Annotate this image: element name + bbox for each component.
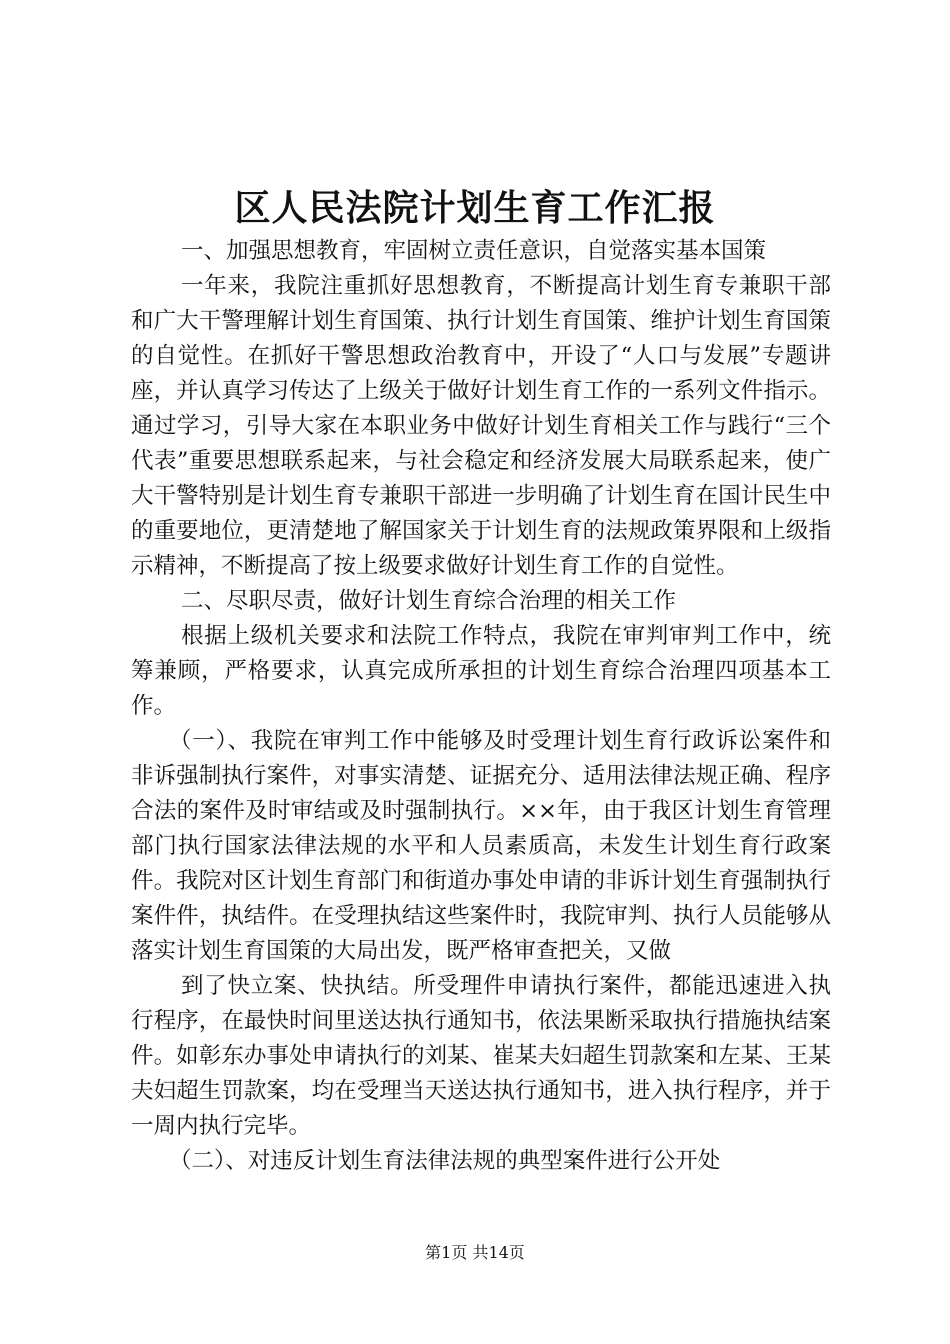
- subsection-2: （二）、对违反计划生育法律法规的典型案件进行公开处: [169, 1148, 721, 1174]
- paragraph-2: 根据上级机关要求和法院工作特点，我院在审判审判工作中，统筹兼顾，严格要求，认真完成所承担的计划生育综合治理四项基本工作。: [131, 623, 831, 719]
- document-body: [131, 234, 831, 1179]
- section-heading-2: 二、尽职尽责，做好计划生育综合治理的相关工作: [181, 588, 677, 614]
- document-title: 区人民法院计划生育工作汇报: [234, 188, 716, 229]
- section-heading-1: 一、加强思想教育，牢固树立责任意识，自觉落实基本国策: [181, 238, 767, 264]
- subsection-1: （一）、我院在审判工作中能够及时受理计划生育行政诉讼案件和非诉强制执行案件，对事实清楚、证据充分、适用法律法规正确、程序合法的案件及时审结或及时强制执行。××年，由于我区计划生育管理部门执行国家法律法规的水平和人员素质高，未发生计划生育行政案件。我院对区计划生育部门和街道办事处申请的非诉计划生育强制执行案件件，执结件。在受理执结这些案件时，我院审判、执行人员能够从落实计划生育国策的大局出发，既严格审查把关，又做: [131, 728, 831, 964]
- paragraph-3: 到了快立案、快执结。所受理件申请执行案件，都能迅速进入执行程序，在最快时间里送达执行通知书，依法果断采取执行措施执结案件。如彰东办事处申请执行的刘某、崔某夫妇超生罚款案和左某、王某夫妇超生罚款案，均在受理当天送达执行通知书，进入执行程序，并于一周内执行完毕。: [131, 973, 831, 1139]
- paragraph-1: 一年来，我院注重抓好思想教育，不断提高计划生育专兼职干部和广大干警理解计划生育国策、执行计划生育国策、维护计划生育国策的自觉性。在抓好干警思想政治教育中，开设了“人口与发展”专题讲座，并认真学习传达了上级关于做好计划生育工作的一系列文件指示。通过学习，引导大家在本职业务中做好计划生育相关工作与践行“三个代表”重要思想联系起来，与社会稳定和经济发展大局联系起来，使广大干警特别是计划生育专兼职干部进一步明确了计划生育在国计民生中的重要地位，更清楚地了解国家关于计划生育的法规政策界限和上级指示精神，不断提高了按上级要求做好计划生育工作的自觉性。: [131, 273, 831, 579]
- page-number: 第1页 共14页: [425, 1243, 525, 1262]
